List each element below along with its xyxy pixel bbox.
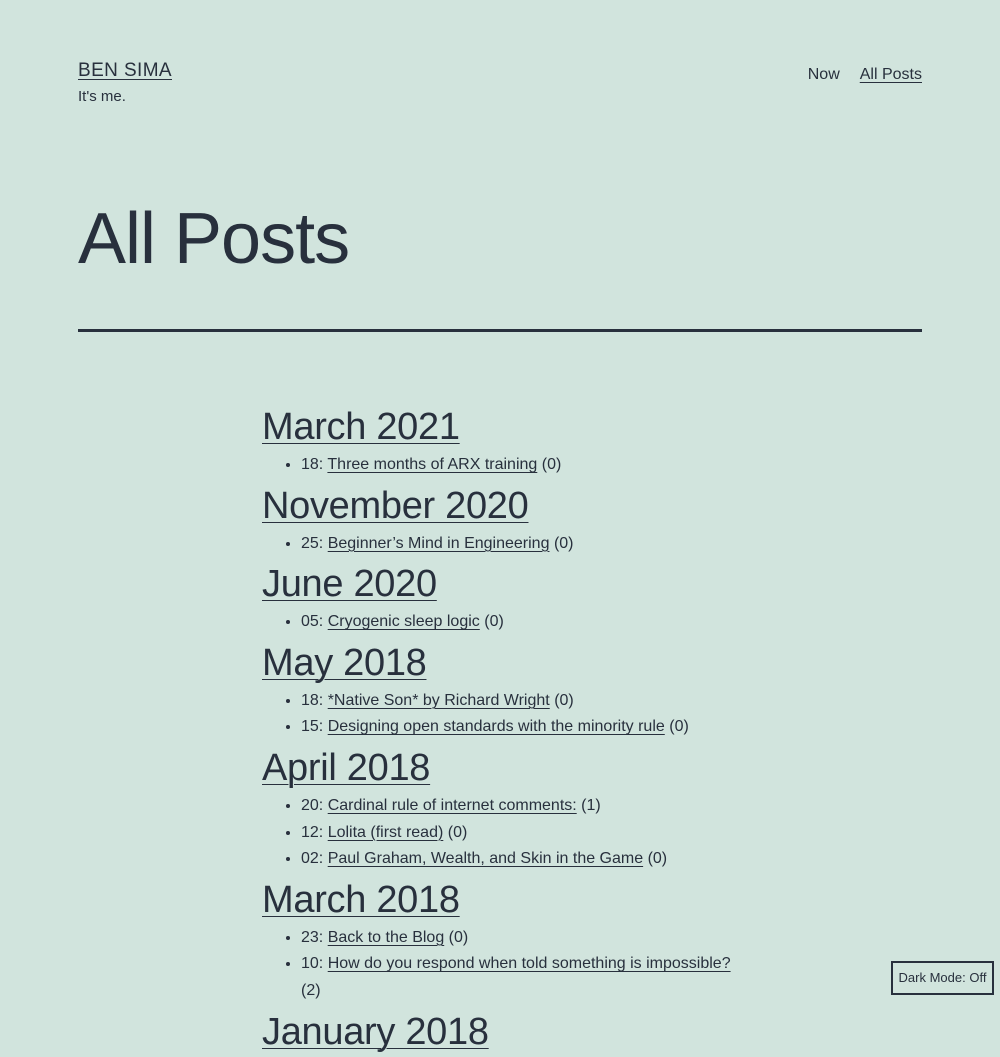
post-item [301, 531, 742, 558]
post-link[interactable]: *Native Son* by Richard Wright [327, 691, 550, 709]
month-heading [262, 481, 742, 531]
site-description: It's me. [78, 88, 126, 105]
post-item [301, 793, 742, 820]
month-link[interactable]: March 2021 [262, 406, 460, 448]
month-heading [262, 743, 742, 793]
post-link[interactable]: How do you respond when told something is impossible? [327, 955, 731, 973]
month-heading [262, 402, 742, 452]
post-list [262, 688, 742, 741]
title-divider [78, 329, 922, 332]
page-title: All Posts [78, 199, 350, 279]
post-item [301, 714, 742, 741]
comment-count: (0) [554, 691, 574, 709]
comment-count: (0) [448, 928, 469, 946]
month-link[interactable]: March 2018 [262, 878, 460, 921]
month-heading [262, 1007, 742, 1057]
post-day: 10: [301, 955, 324, 973]
comment-count: (1) [581, 796, 601, 814]
post-link[interactable]: Beginner’s Mind in Engineering [327, 534, 550, 552]
post-list [262, 609, 742, 636]
month-link[interactable]: November 2020 [262, 484, 529, 527]
post-archive [262, 402, 742, 1057]
post-link[interactable]: Designing open standards with the minority rule [327, 718, 665, 736]
dark-mode-toggle-button[interactable]: Dark Mode: Off [891, 961, 994, 995]
comment-count: (0) [541, 456, 562, 473]
comment-count: (2) [301, 981, 321, 999]
comment-count: (0) [669, 718, 689, 736]
month-link[interactable]: May 2018 [262, 641, 427, 684]
post-link[interactable]: Paul Graham, Wealth, and Skin in the Game [327, 850, 644, 868]
post-day: 20: [301, 796, 324, 814]
post-list [262, 452, 742, 479]
post-link[interactable]: Back to the Blog [327, 928, 445, 946]
month-heading [262, 638, 742, 688]
site-header [78, 59, 922, 119]
nav-item-now[interactable]: Now [807, 66, 840, 83]
post-day: 02: [301, 850, 324, 868]
month-link[interactable]: June 2020 [262, 563, 437, 606]
primary-nav [808, 64, 922, 86]
post-link[interactable]: Three months of ARX training [327, 456, 538, 473]
post-item [301, 951, 742, 1004]
month-heading [262, 559, 742, 609]
post-item [301, 452, 742, 479]
comment-count: (0) [447, 823, 468, 841]
comment-count: (0) [484, 613, 504, 631]
post-list [262, 925, 742, 1005]
post-item [301, 609, 742, 636]
post-day: 15: [301, 718, 324, 736]
post-day: 05: [301, 613, 324, 631]
month-heading [262, 875, 742, 925]
post-list [262, 531, 742, 558]
site-title-link[interactable]: BEN SIMA [78, 60, 172, 81]
post-link[interactable]: Lolita (first read) [327, 823, 444, 841]
post-day: 23: [301, 928, 324, 946]
comment-count: (0) [553, 534, 574, 552]
post-link[interactable]: Cardinal rule of internet comments: [327, 796, 577, 814]
post-item [301, 820, 742, 847]
month-link[interactable]: January 2018 [262, 1010, 489, 1053]
comment-count: (0) [647, 850, 668, 868]
post-item [301, 688, 742, 715]
post-day: 25: [301, 534, 324, 552]
post-link[interactable]: Cryogenic sleep logic [327, 613, 480, 631]
month-link[interactable]: April 2018 [262, 746, 431, 789]
post-day: 18: [301, 456, 324, 473]
post-item [301, 925, 742, 952]
post-day: 12: [301, 823, 324, 841]
post-list [262, 793, 742, 873]
post-day: 18: [301, 691, 324, 709]
post-item [301, 846, 742, 873]
nav-item-all-posts[interactable]: All Posts [859, 66, 922, 83]
